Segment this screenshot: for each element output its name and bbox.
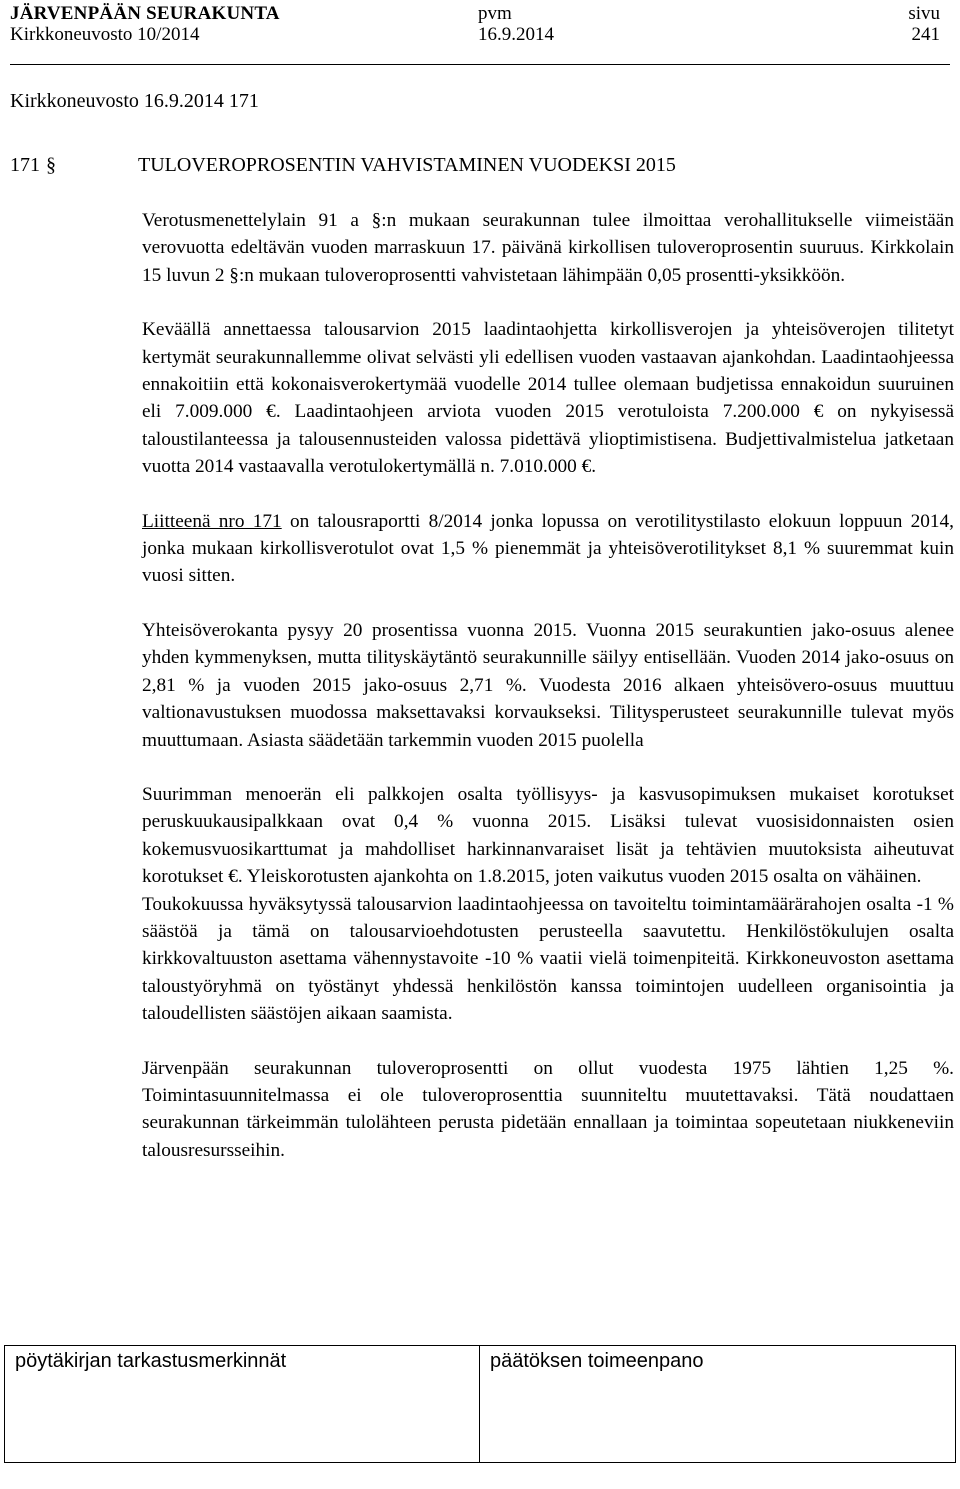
header-divider xyxy=(10,64,950,65)
paragraph-6: Toukokuussa hyväksytyssä talousarvion laadintaohjeessa on tavoiteltu toimintamäärärahojen osalta -1 % säästöä ja tämä on talousarvioehdotusten perusteella saavutettu. Henkilöstökulujen osalta kirkkovaltuuston asettama vähennystavoite -10 % vaatii vielä toimenpiteitä. Kirkkoneuvoston asettama taloustyöryhmä on työstänyt yhdessä henkilöstön kanssa toimintojen uudelleen organisointia ja taloudellisten säästöjen aikaan saamista. xyxy=(142,893,954,1025)
section-title: TULOVEROPROSENTIN VAHVISTAMINEN VUODEKSI 2015 xyxy=(138,154,676,176)
section-number: 171 xyxy=(10,154,40,176)
section-symbol: § xyxy=(46,154,56,176)
page-label: sivu xyxy=(908,3,940,24)
paragraph-2: Keväällä annettaessa talousarvion 2015 laadintaohjetta kirkollisverojen ja yhteisöverojen tilitetyt kertymät seurakunnallemme olivat selvästi yli edellisen vuoden vastaavan ajankohdan. Laadintaohjeessa ennakoitiin että kokonaisverokertymää vuodelle 2014 tullee olemaan budjetissa ennakoidun suuruinen eli 7.009.000 €. Laadintaohjeen arviota vuoden 2015 verotuloista 7.200.000 € on nykyisessä taloustilanteessa ja talousennusteiden valossa pidettävä ylioptimistisena. Budjettivalmistelua jatketaan vuotta 2014 vastaavalla verotulokertymällä n. 7.010.000 €. xyxy=(142,319,954,478)
execution-label: päätöksen toimeenpano xyxy=(490,1350,704,1372)
review-notes-box[interactable] xyxy=(4,1345,480,1463)
page-number: 241 xyxy=(911,24,940,45)
paragraph-7: Järvenpään seurakunnan tuloveroprosentti on ollut vuodesta 1975 lähtien 1,25 %. Toimintasuunnitelmassa ei ole tuloveroprosenttia suunniteltu muutettavaksi. Tätä noudattaen seurakunnan tärkeimmän tulolähteen perusta pidetään ennallaan ja toimintaa sopeutetaan niukkeneviin talousresursseihin. xyxy=(142,1057,954,1161)
paragraph-3-text: on talousraportti 8/2014 jonka lopussa on verotilitystilasto elokuun loppuun 2014, jonka mukaan kirkollisverotulot ovat 1,5 % pienemmät ja yhteisöverotilitykset 8,1 % suuremmat kuin vuosi sitten. xyxy=(142,510,954,587)
organization-name: JÄRVENPÄÄN SEURAKUNTA xyxy=(10,3,280,24)
date-label: pvm xyxy=(478,3,512,24)
meeting-reference: Kirkkoneuvosto 16.9.2014 171 xyxy=(10,90,259,112)
meeting-name: Kirkkoneuvosto 10/2014 xyxy=(10,24,200,45)
execution-box[interactable] xyxy=(480,1345,956,1463)
paragraph-4: Yhteisöverokanta pysyy 20 prosentissa vuonna 2015. Vuonna 2015 seurakuntien jako-osuus alenee yhden kymmenyksen, mutta tilityskäytäntö seurakunnille säilyy entisellään. Vuoden 2014 jako-osuus on 2,81 % ja vuoden 2015 jako-osuus 2,71 %. Vuodesta 2016 alkaen yhteisövero-osuus muuttuu valtionavustuksen muodossa maksettavaksi korvaukseksi. Tilitysperusteet seurakunnille tulevat myös muuttumaan. Asiasta säädetään tarkemmin vuoden 2015 puolella xyxy=(142,619,954,751)
review-notes-label: pöytäkirjan tarkastusmerkinnät xyxy=(15,1350,287,1372)
paragraph-5: Suurimman menoerän eli palkkojen osalta työllisyys- ja kasvusopimuksen mukaiset korotukset peruskuukausipalkkaan ovat 0,4 % vuonna 2015. Lisäksi tulevat vuosisidonnaisten osien kokemusvuosikarttumat ja mahdolliset harkinnanvaraiset lisät ja tehtävien muutoksista aiheutuvat korotukset €. Yleiskorotusten ajankohta on 1.8.2015, joten vaikutus vuoden 2015 osalta on vähäinen. xyxy=(142,783,954,888)
meeting-date: 16.9.2014 xyxy=(478,24,554,45)
section-heading xyxy=(10,154,676,177)
attachment-link[interactable]: Liitteenä nro 171 xyxy=(142,510,282,532)
document-body xyxy=(142,207,954,1164)
paragraph-3 xyxy=(142,508,954,590)
paragraph-1: Verotusmenettelylain 91 a §:n mukaan seurakunnan tulee ilmoittaa verohallitukselle viimeistään verovuotta edeltävän vuoden marraskuun 17. päivänä kirkollisen tuloveroprosentin suuruus. Kirkkolain 15 luvun 2 §:n mukaan tuloveroprosentti vahvistetaan lähimpään 0,05 prosentti-yksikköön. xyxy=(142,210,954,286)
